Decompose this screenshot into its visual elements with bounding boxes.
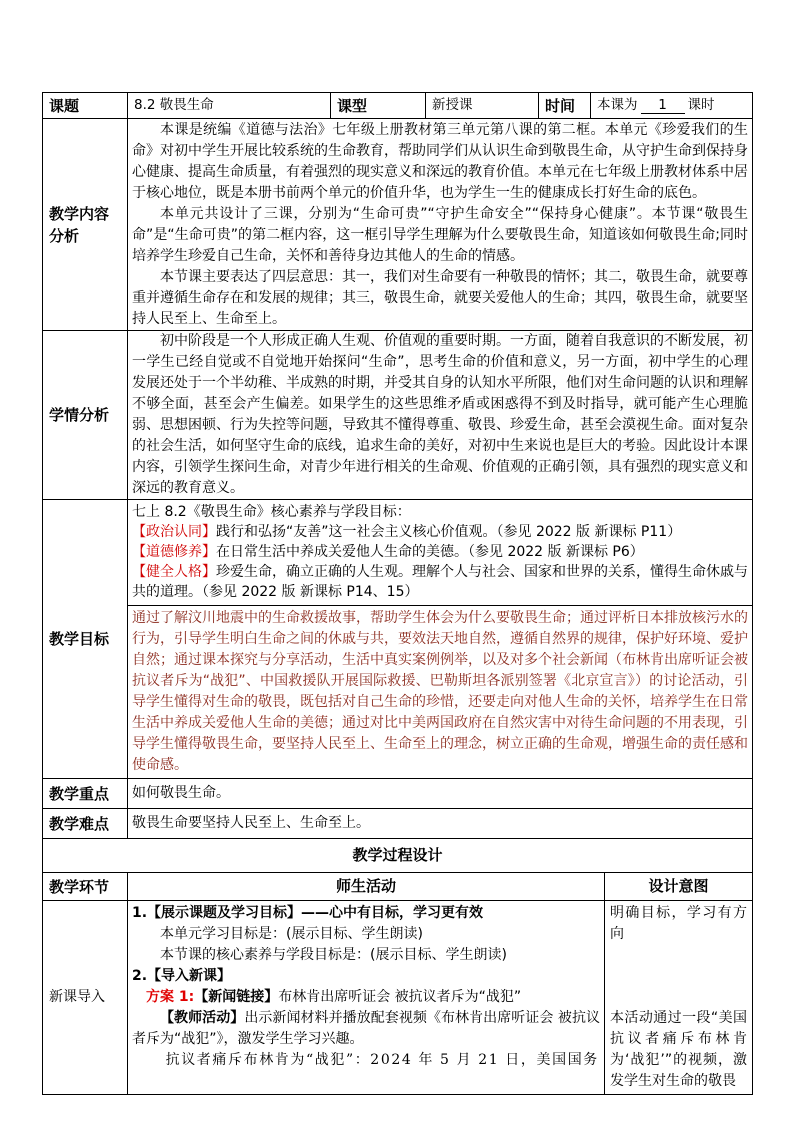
process-title-row [43,839,753,873]
teacher-activity [132,1008,600,1050]
core-goal-tag: 【道德修养】 [132,544,216,560]
content-analysis-label-line1: 教学内容 [49,204,110,223]
content-analysis-paragraph: 本课是统编《道德与法治》七年级上册教材第三单元第八课的第二框。本单元《珍爱我们的生命》对初中学生开展比较系统的生命教育，帮助同学们从认识生命到敬畏生命，从守护生命到保持身心健康、提高生命质量，有着强烈的现实意义和深远的教育价值。本单元在七年级上册教材体系中居于核心地位，既是本册书前两个单元的价值升华，也为学生一生的健康成长打好生命的底色。 [132,121,748,201]
intent-text: 本活动通过一段“美国抗议者痛斥布林肯为‘战犯’”的视频，激发学生对生命的敬畏 [610,1010,747,1089]
activities-header: 师生活动 [128,873,605,901]
plan-tag: 【新闻链接】 [194,989,279,1005]
core-goal-tag: 【政治认同】 [132,524,216,540]
key-point-label: 教学重点 [43,779,128,809]
step1-line: 本单元学习目标是：(展示目标、学生朗读) [160,926,423,942]
content-analysis-label [43,119,128,331]
plan-text: 布林肯出席听证会 被抗议者斥为“战犯” [278,989,522,1005]
time-suffix: 课时 [687,97,715,113]
process-stage-row [43,901,753,1095]
lesson-info-row [43,93,753,119]
learner-analysis-body [128,331,753,500]
core-goal-tag: 【健全人格】 [132,564,216,580]
teacher-activity-text: 出示新闻材料并播放配套视频《布林肯出席听证会 被抗议者斥为“战犯”》，激发学生学习兴趣。 [132,1010,601,1047]
core-literacy-goals [128,500,752,605]
step1-line: 本节课的核心素养与学段目标是：(展示目标、学生朗读) [160,947,507,963]
process-header-row [43,873,753,901]
core-goal-text: 珍爱生命，确立正确的人生观。理解个人与社会、国家和世界的关系，懂得生命休戚与共的道理。（参见 2022 版 新课标 P14、15） [132,564,748,600]
teacher-activity-label: 【教师活动】 [160,1010,245,1026]
content-analysis-label-line2: 分析 [49,226,80,245]
time-prefix: 本课为 [597,97,638,113]
key-point-row [43,779,753,809]
stage-name: 新课导入 [43,901,128,1095]
difficulty-label: 教学难点 [43,809,128,839]
content-analysis-paragraph: 本节课主要表达了四层意思：其一，我们对生命要有一种敬畏的情怀；其二，敬畏生命，就要尊重并遵循生命存在和发展的规律；其三，敬畏生命，就要关爱他人的生命；其四，敬畏生命，就要坚持人民至上、生命至上。 [132,268,748,327]
period-count: 1 [641,98,685,114]
core-goal-text: 在日常生活中养成关爱他人生命的美德。（参见 2022 版 新课标 P6） [216,544,644,560]
process-title: 教学过程设计 [43,839,753,873]
objectives-body [128,500,753,779]
objectives-detail: 通过了解汶川地震中的生命救援故事，帮助学生体会为什么要敬畏生命；通过评析日本排放核污水的行为，引导学生明白生命之间的休戚与共，要效法天地自然，遵循自然界的规律，保护好环境、爱护自然；通过课本探究与分享活动，生活中真实案例例举，以及对多个社会新闻（布林肯出席听证会被抗议者斥为“战犯”、中国救援队开展国际救援、巴勒斯坦各派别签署《北京宣言》）的讨论活动，引导学生懂得对生命的敬畏，既包括对自己生命的珍惜，还要走向对他人生命的关怀，培养学生在日常生活中养成关爱他人生命的美德；通过对比中美两国政府在自然灾害中对待生命问题的不用表现，引导学生懂得敬畏生命，要坚持人民至上、生命至上的理念，树立正确的生命观，增强生命的责任感和使命感。 [128,605,752,778]
content-analysis-paragraph: 本单元共设计了三课，分别为“生命可贵”“守护生命安全”“保持身心健康”。本节课“敬畏生命”是“生命可贵”的第二框内容，这一框引导学生理解为什么要敬畏生命，知道该如何敬畏生命;同时培养学生珍爱自己生命，关怀和善待身边其他人的生命的情感。 [132,205,748,264]
lesson-plan-table [42,92,753,1095]
intent-header: 设计意图 [605,873,753,901]
core-goal-item [132,522,748,542]
learner-analysis-row [43,331,753,500]
stage-intent [605,901,753,1095]
plan-label: 方案 1: [146,989,195,1005]
time-label: 时间 [539,93,591,119]
stage-header: 教学环节 [43,873,128,901]
key-point-text: 如何敬畏生命。 [128,779,753,809]
content-analysis-row [43,119,753,331]
learner-analysis-label: 学情分析 [43,331,128,500]
topic-label: 课题 [43,93,128,119]
content-analysis-body [128,119,753,331]
learner-analysis-paragraph: 初中阶段是一个人形成正确人生观、价值观的重要时期。一方面，随着自我意识的不断发展，初一学生已经自觉或不自觉地开始探问“生命”，思考生命的价值和意义，另一方面，初中学生的心理发展还处于一个半幼稚、半成熟的时期，并受其自身的认知水平所限，他们对生命问题的认识和理解不够全面，甚至会产生偏差。如果学生的这些思维矛盾或困惑得不到及时指导，就可能产生心理脆弱、思想困顿、行为失控等问题，导致其不懂得尊重、敬畏、珍爱生命，甚至会漠视生命。面对复杂的社会生活，如何坚守生命的底线，追求生命的美好，对初中生来说也是巨大的考验。因此设计本课内容，引领学生探问生命，对青少年进行相关的生命观、价值观的正确引领，具有强烈的现实意义和深远的教育意义。 [132,333,748,496]
objectives-label: 教学目标 [43,500,128,779]
news-material-excerpt: 抗议者痛斥布林肯为“战犯”：2024 年 5 月 21 日，美国国务 [165,1052,599,1068]
time-value [591,93,753,119]
plan-line [132,987,600,1008]
core-goal-item [132,542,748,562]
objectives-row [43,500,753,779]
topic-value: 8.2 敬畏生命 [128,93,331,119]
core-literacy-intro: 七上 8.2《敬畏生命》核心素养与学段目标： [132,504,411,520]
step1-title: 1.【展示课题及学习目标】——心中有目标，学习更有效 [132,905,484,921]
core-goal-item [132,562,748,602]
lesson-type-value: 新授课 [426,93,539,119]
lesson-type-label: 课型 [331,93,426,119]
intent-text: 明确目标，学习有方向 [610,905,747,942]
difficulty-row [43,809,753,839]
stage-activities [128,901,605,1095]
difficulty-text: 敬畏生命要坚持人民至上、生命至上。 [128,809,753,839]
step2-title: 2.【导入新课】 [132,968,232,984]
core-goal-text: 践行和弘扬“友善”这一社会主义核心价值观。（参见 2022 版 新课标 P11） [216,524,682,540]
